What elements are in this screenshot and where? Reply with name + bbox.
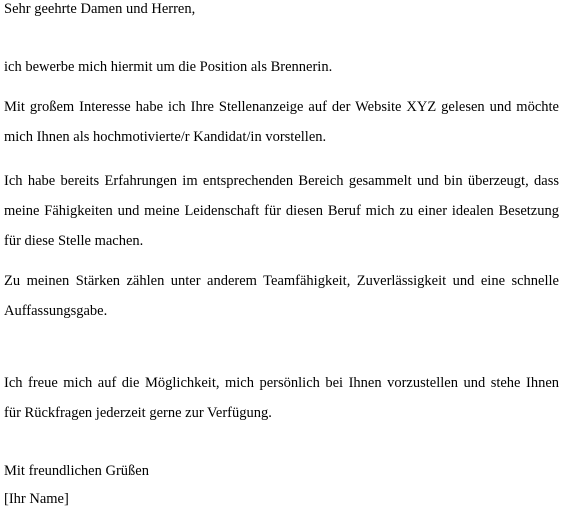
- paragraph-closing-line-2: für Rückfragen jederzeit gerne zur Verfügung.: [4, 405, 272, 421]
- paragraph-experience-line-3: für diese Stelle machen.: [4, 233, 144, 249]
- paragraph-interest-line-1: Mit großem Interesse habe ich Ihre Stellenanzeige auf der Website XYZ gelesen und möchte: [4, 99, 559, 115]
- paragraph-strengths-line-1: Zu meinen Stärken zählen unter anderem Teamfähigkeit, Zuverlässigkeit und eine schnelle: [4, 273, 559, 289]
- paragraph-experience-line-2: meine Fähigkeiten und meine Leidenschaft für diesen Beruf mich zu einer idealen Besetzung: [4, 203, 559, 219]
- signature-placeholder: [Ihr Name]: [4, 491, 69, 507]
- paragraph-intro-line-1: ich bewerbe mich hiermit um die Position als Brennerin.: [4, 59, 333, 75]
- salutation: Sehr geehrte Damen und Herren,: [4, 1, 196, 17]
- paragraph-interest-line-2: mich Ihnen als hochmotivierte/r Kandidat/in vorstellen.: [4, 129, 327, 145]
- paragraph-closing-line-1: Ich freue mich auf die Möglichkeit, mich persönlich bei Ihnen vorzustellen und stehe Ihnen: [4, 375, 559, 391]
- paragraph-strengths-line-2: Auffassungsgabe.: [4, 303, 108, 319]
- closing-phrase: Mit freundlichen Grüßen: [4, 463, 149, 479]
- paragraph-experience-line-1: Ich habe bereits Erfahrungen im entsprechenden Bereich gesammelt und bin überzeugt, dass: [4, 173, 559, 189]
